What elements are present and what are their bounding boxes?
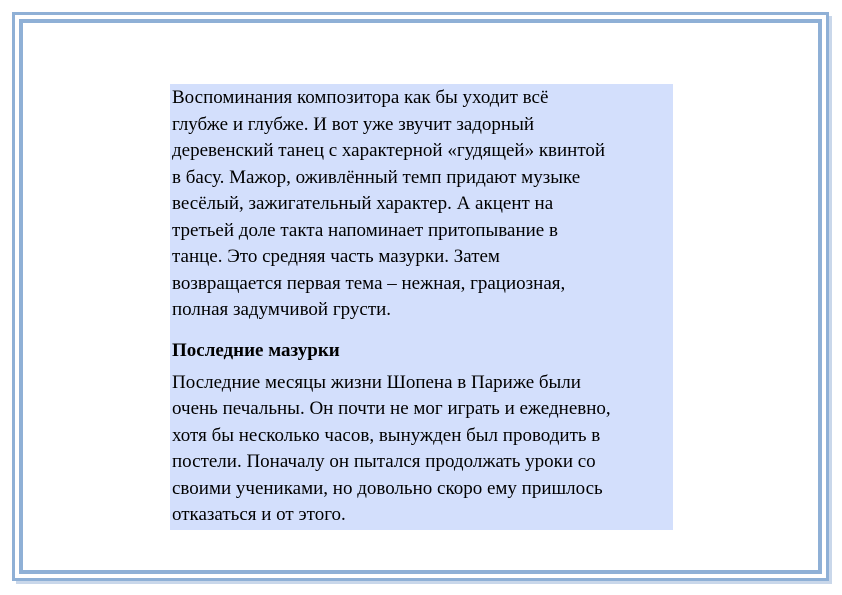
- text-line: своими учениками, но довольно скоро ему пришлось: [172, 477, 603, 499]
- text-line: глубже и глубже. И вот уже звучит задорный: [172, 113, 535, 135]
- text-line: деревенский танец с характерной «гудящей» квинтой: [172, 140, 606, 161]
- section-heading: Последние мазурки: [172, 339, 340, 361]
- frame-shadow-bottom: [16, 581, 832, 584]
- text-line: постели. Поначалу он пытался продолжать уроки со: [172, 451, 596, 472]
- frame-shadow-right: [829, 16, 832, 584]
- text-line: Воспоминания композитора как бы уходит всё: [172, 87, 549, 108]
- text-line: весёлый, зажигательный характер. А акцент на: [172, 193, 554, 214]
- text-line: полная задумчивой грусти.: [172, 299, 392, 320]
- text-line: танце. Это средняя часть мазурки. Затем: [172, 246, 500, 267]
- text-line: хотя бы несколько часов, вынужден был проводить в: [172, 424, 601, 446]
- text-line: возвращается первая тема – нежная, грациозная,: [172, 272, 566, 294]
- paragraph-last-mazurkas: [172, 370, 673, 529]
- text-line: в басу. Мажор, оживлённый темп придают музыке: [172, 166, 581, 188]
- text-box: [170, 84, 673, 530]
- text-line: третьей доле такта напоминает притопывание в: [172, 219, 558, 241]
- text-line: очень печальны. Он почти не мог играть и ежедневно,: [172, 398, 611, 419]
- text-line: Последние месяцы жизни Шопена в Париже были: [172, 371, 581, 393]
- paragraph-memories: [172, 85, 673, 324]
- text-line: отказаться и от этого.: [172, 504, 346, 525]
